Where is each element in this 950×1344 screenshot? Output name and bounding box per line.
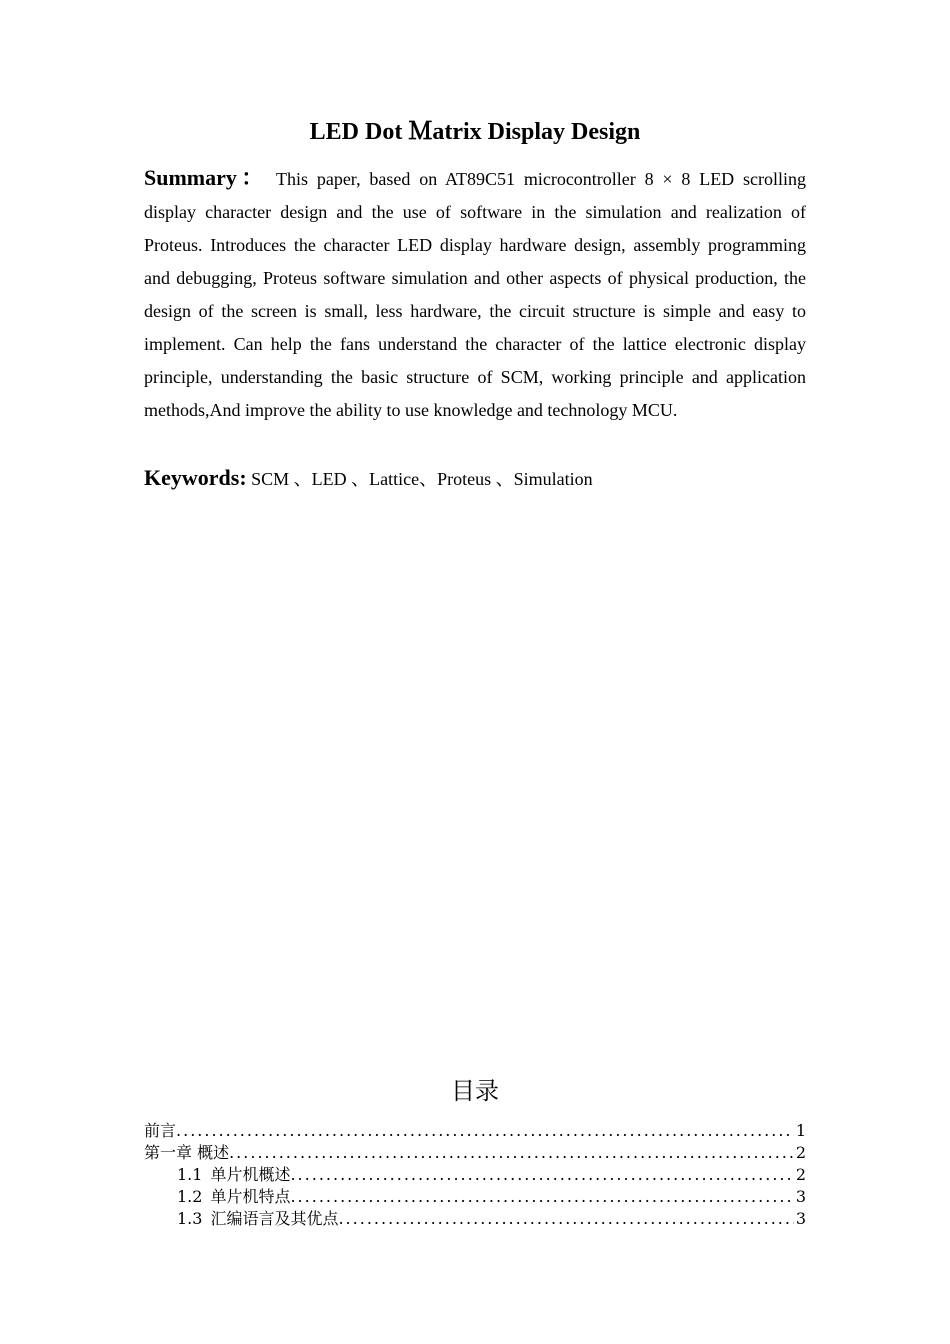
keywords-label: Keywords: <box>144 465 247 490</box>
toc-section-number: 1.2 <box>177 1187 203 1206</box>
keywords-line <box>144 461 806 496</box>
toc-dot-leader <box>338 1208 793 1230</box>
paper-title: LED Dot Ｍatrix Display Design <box>309 119 641 145</box>
toc-entry-label: 第一章 概述 <box>144 1143 230 1162</box>
toc-dot-leader <box>176 1120 794 1142</box>
toc-entry-label: 前言 <box>144 1121 177 1140</box>
toc-page-number: 2 <box>795 1143 806 1162</box>
abstract-label: Summary： <box>144 165 268 190</box>
toc-entry-1-3[interactable] <box>144 1208 806 1230</box>
toc-entry-label: 单片机概述 <box>210 1165 291 1184</box>
toc-page-number: 3 <box>795 1209 806 1228</box>
toc-section-number: 1.1 <box>177 1165 203 1184</box>
toc-heading: 目录 <box>451 1077 499 1105</box>
table-of-contents <box>144 1120 806 1230</box>
keywords-text: SCM 、LED 、Lattice、Proteus 、Simulation <box>251 469 593 489</box>
toc-entry-label: 汇编语言及其优点 <box>210 1209 339 1228</box>
toc-dot-leader <box>229 1142 794 1164</box>
toc-entry-label: 单片机特点 <box>210 1187 291 1206</box>
toc-dot-leader <box>290 1186 793 1208</box>
toc-entry-1-1[interactable] <box>144 1164 806 1186</box>
abstract-paragraph <box>144 161 806 427</box>
toc-entry-preface[interactable] <box>144 1120 806 1142</box>
abstract-text: This paper, based on AT89C51 microcontroller 8 × 8 LED scrolling display character design and the use of software in the simulation and realization of Proteus. Introduces the character LED display hardware design, assembly programming and debugging, Proteus software simulation and other aspects of physical production, the design of the screen is small, less hardware, the circuit structure is simple and easy to implement. Can help the fans understand the character of the lattice electronic display principle, understanding the basic structure of SCM, working principle and application methods,And improve the ability to use knowledge and technology MCU. <box>144 169 806 420</box>
toc-dot-leader <box>290 1164 793 1186</box>
toc-page-number: 3 <box>795 1187 806 1206</box>
toc-entry-chapter-1[interactable] <box>144 1142 806 1164</box>
toc-page-number: 2 <box>795 1165 806 1184</box>
toc-section-number: 1.3 <box>177 1209 203 1228</box>
toc-entry-1-2[interactable] <box>144 1186 806 1208</box>
toc-page-number: 1 <box>795 1121 806 1140</box>
